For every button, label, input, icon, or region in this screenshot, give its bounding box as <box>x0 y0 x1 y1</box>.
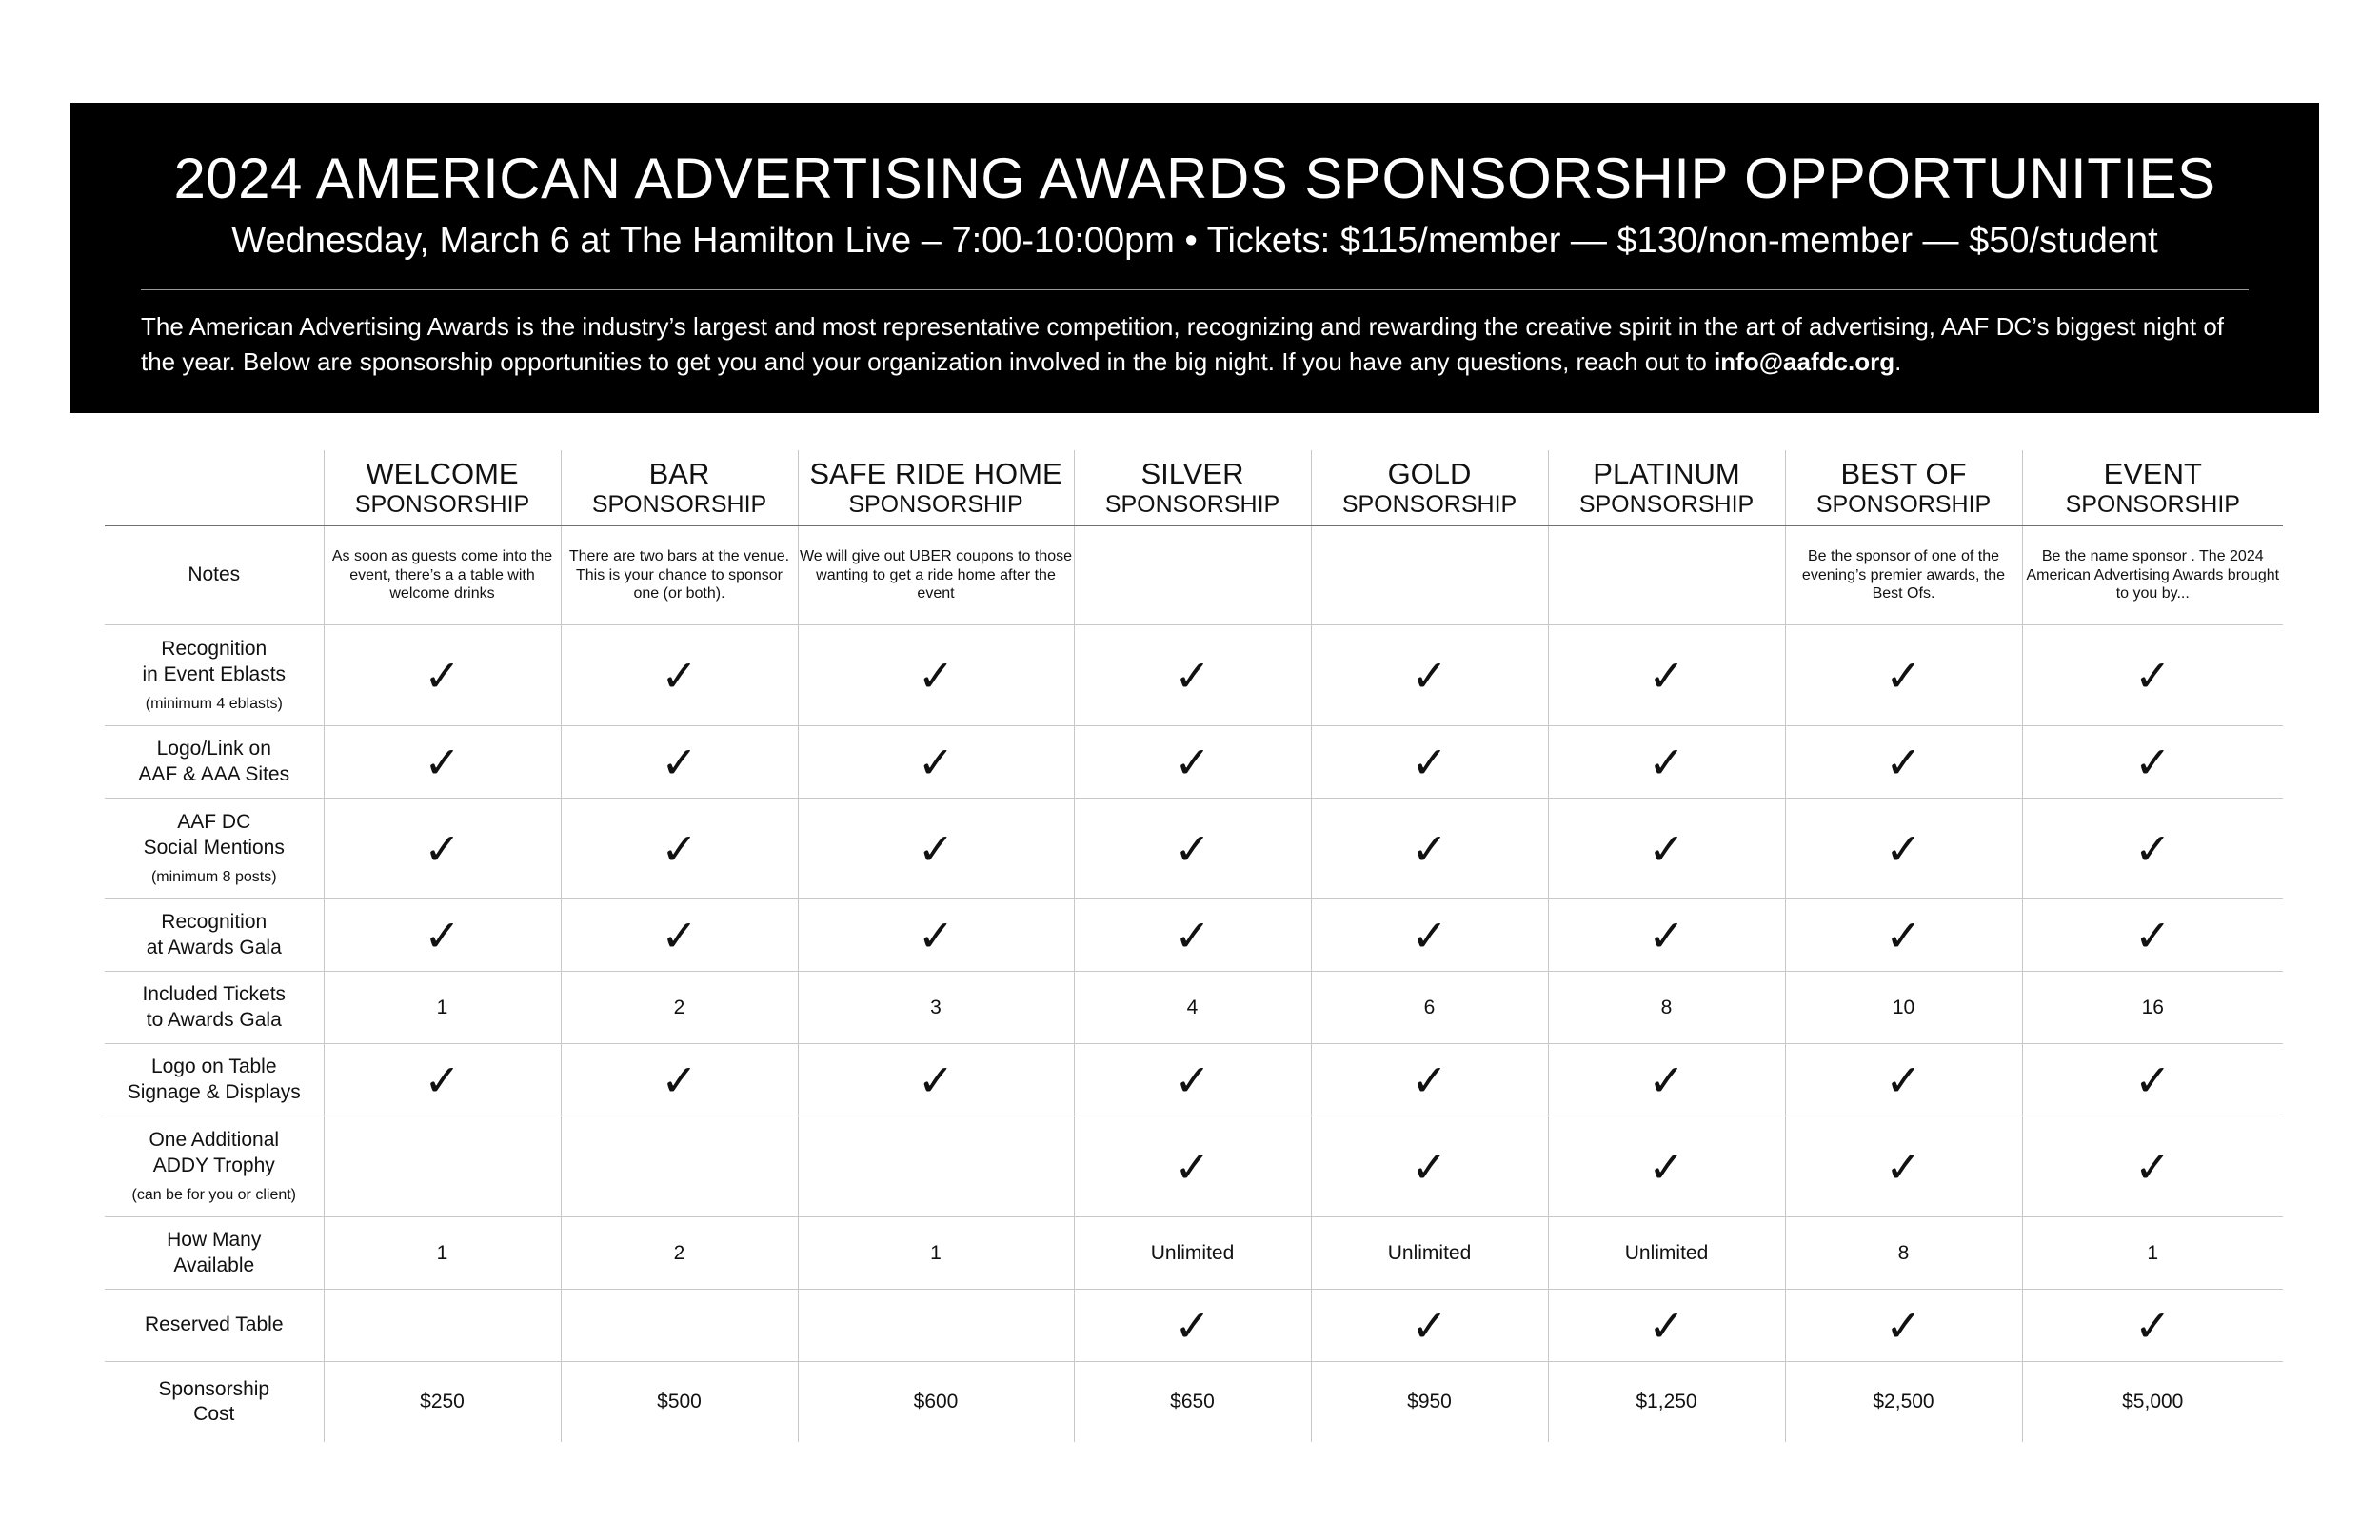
checkmark-icon: ✓ <box>917 1054 955 1106</box>
table-row <box>105 972 2283 1044</box>
row-label-line: One Additional <box>149 1129 280 1152</box>
column-header <box>1785 450 2022 526</box>
check-cell <box>561 625 798 726</box>
row-label-line: in Event Eblasts <box>142 662 287 685</box>
value-cell: $500 <box>561 1362 798 1442</box>
event-details: Wednesday, March 6 at The Hamilton Live – 7:00-10:00pm • Tickets: $115/member — $130/non-member — $50/student <box>231 221 2158 261</box>
check-cell <box>2022 1116 2283 1217</box>
row-label-line: Sponsorship <box>158 1377 270 1400</box>
check-cell <box>1074 726 1311 799</box>
column-subtitle: SPONSORSHIP <box>2065 490 2240 518</box>
column-subtitle: SPONSORSHIP <box>848 490 1023 518</box>
check-cell <box>1311 1290 1548 1362</box>
row-label-line: Recognition <box>161 911 268 934</box>
check-cell <box>561 899 798 972</box>
value-cell: $2,500 <box>1785 1362 2022 1442</box>
row-label-line: to Awards Gala <box>146 1008 282 1031</box>
checkmark-icon: ✓ <box>661 736 698 788</box>
table-row <box>105 1217 2283 1290</box>
checkmark-icon: ✓ <box>1648 1299 1685 1352</box>
check-cell <box>1785 899 2022 972</box>
value-cell: 4 <box>1074 972 1311 1044</box>
table-row <box>105 799 2283 899</box>
table-row <box>105 625 2283 726</box>
check-cell <box>1074 625 1311 726</box>
column-title: BEST OF <box>1840 457 1967 491</box>
check-cell <box>1311 1116 1548 1217</box>
check-cell <box>324 1044 561 1116</box>
check-cell <box>561 1116 798 1217</box>
column-title: SILVER <box>1140 457 1244 491</box>
row-label <box>105 972 324 1044</box>
row-label-line: AAF & AAA Sites <box>138 762 290 785</box>
sponsorship-table <box>105 450 2283 1442</box>
value-cell: 8 <box>1785 1217 2022 1290</box>
column-title: WELCOME <box>366 457 519 491</box>
value-cell: $650 <box>1074 1362 1311 1442</box>
row-label <box>105 1044 324 1116</box>
check-cell <box>1074 1044 1311 1116</box>
column-header <box>1548 450 1785 526</box>
column-header <box>1311 450 1548 526</box>
check-cell <box>561 726 798 799</box>
checkmark-icon: ✓ <box>1648 649 1685 701</box>
table-row <box>105 526 2283 625</box>
table-row <box>105 1290 2283 1362</box>
checkmark-icon: ✓ <box>1411 822 1448 875</box>
row-label <box>105 1362 324 1442</box>
row-label-line: Recognition <box>161 638 268 661</box>
checkmark-icon: ✓ <box>1174 822 1211 875</box>
column-header <box>561 450 798 526</box>
check-cell <box>1785 1290 2022 1362</box>
value-cell: 1 <box>324 972 561 1044</box>
checkmark-icon: ✓ <box>1885 649 1922 701</box>
check-cell <box>1548 726 1785 799</box>
row-label <box>105 899 324 972</box>
row-label <box>105 1116 324 1217</box>
check-cell <box>1074 1290 1311 1362</box>
check-cell <box>2022 1044 2283 1116</box>
value-cell: 8 <box>1548 972 1785 1044</box>
checkmark-icon: ✓ <box>661 822 698 875</box>
value-cell: $950 <box>1311 1362 1548 1442</box>
row-label-line: Social Mentions <box>143 836 285 859</box>
check-cell <box>1074 1116 1311 1217</box>
row-label-line: How Many <box>167 1229 262 1252</box>
checkmark-icon: ✓ <box>1885 1054 1922 1106</box>
checkmark-icon: ✓ <box>2133 822 2172 875</box>
table-row <box>105 726 2283 799</box>
checkmark-icon: ✓ <box>1174 909 1211 961</box>
column-subtitle: SPONSORSHIP <box>1578 490 1755 518</box>
row-label-line: AAF DC <box>177 811 251 834</box>
description-end: . <box>1894 347 1902 377</box>
note-cell <box>1074 526 1311 625</box>
checkmark-icon: ✓ <box>917 909 955 961</box>
value-cell: 2 <box>561 1217 798 1290</box>
note-cell: Be the sponsor of one of the evening’s premier awards, the Best Ofs. <box>1785 526 2022 625</box>
checkmark-icon: ✓ <box>2133 1140 2172 1193</box>
value-cell: $1,250 <box>1548 1362 1785 1442</box>
checkmark-icon: ✓ <box>1174 1299 1211 1352</box>
value-cell: 10 <box>1785 972 2022 1044</box>
check-cell <box>1311 899 1548 972</box>
checkmark-icon: ✓ <box>661 649 698 701</box>
table-row <box>105 899 2283 972</box>
row-label-line: Signage & Displays <box>127 1080 301 1103</box>
checkmark-icon: ✓ <box>917 822 955 875</box>
row-label <box>105 799 324 899</box>
page-title: 2024 AMERICAN ADVERTISING AWARDS SPONSORSHIP OPPORTUNITIES <box>173 147 2216 210</box>
check-cell <box>798 625 1074 726</box>
check-cell <box>1074 799 1311 899</box>
row-label <box>105 1290 324 1362</box>
check-cell <box>324 899 561 972</box>
row-label-line: ADDY Trophy <box>152 1154 275 1176</box>
check-cell <box>2022 726 2283 799</box>
check-cell <box>1548 899 1785 972</box>
header-banner <box>70 103 2319 413</box>
check-cell <box>1311 726 1548 799</box>
column-title: BAR <box>648 457 710 491</box>
note-cell: There are two bars at the venue. This is your chance to sponsor one (or both). <box>561 526 798 625</box>
check-cell <box>1311 1044 1548 1116</box>
column-header <box>1074 450 1311 526</box>
column-subtitle: SPONSORSHIP <box>1815 490 1992 518</box>
row-label-line: Included Tickets <box>142 983 287 1006</box>
checkmark-icon: ✓ <box>2133 1299 2172 1352</box>
check-cell <box>1785 726 2022 799</box>
note-cell <box>1311 526 1548 625</box>
check-cell <box>1548 1044 1785 1116</box>
row-label-line: Cost <box>193 1402 235 1425</box>
check-cell <box>324 1290 561 1362</box>
event-description <box>141 309 2249 381</box>
column-header-row <box>105 450 2283 526</box>
table-row <box>105 1116 2283 1217</box>
checkmark-icon: ✓ <box>424 649 461 701</box>
check-cell <box>1548 799 1785 899</box>
checkmark-icon: ✓ <box>424 909 461 961</box>
checkmark-icon: ✓ <box>1174 1054 1211 1106</box>
check-cell <box>1074 899 1311 972</box>
value-cell: 1 <box>2022 1217 2283 1290</box>
value-cell: Unlimited <box>1548 1217 1785 1290</box>
checkmark-icon: ✓ <box>661 1054 698 1106</box>
checkmark-icon: ✓ <box>424 736 461 788</box>
check-cell <box>798 799 1074 899</box>
checkmark-icon: ✓ <box>1885 736 1922 788</box>
check-cell <box>561 1290 798 1362</box>
checkmark-icon: ✓ <box>1411 1140 1448 1193</box>
checkmark-icon: ✓ <box>2133 909 2172 961</box>
checkmark-icon: ✓ <box>424 1054 461 1106</box>
value-cell: $250 <box>324 1362 561 1442</box>
row-label-note: (minimum 8 posts) <box>150 868 277 885</box>
checkmark-icon: ✓ <box>661 909 698 961</box>
check-cell <box>798 1044 1074 1116</box>
check-cell <box>798 1116 1074 1217</box>
check-cell <box>1785 625 2022 726</box>
value-cell: $600 <box>798 1362 1074 1442</box>
checkmark-icon: ✓ <box>1648 736 1685 788</box>
check-cell <box>324 726 561 799</box>
value-cell: 16 <box>2022 972 2283 1044</box>
checkmark-icon: ✓ <box>1174 649 1211 701</box>
contact-email: info@aafdc.org <box>1714 347 1895 377</box>
value-cell: 3 <box>798 972 1074 1044</box>
checkmark-icon: ✓ <box>1885 909 1922 961</box>
check-cell <box>324 799 561 899</box>
checkmark-icon: ✓ <box>1411 649 1448 701</box>
checkmark-icon: ✓ <box>917 649 955 701</box>
column-header <box>324 450 561 526</box>
check-cell <box>561 1044 798 1116</box>
description-text: The American Advertising Awards is the industry’s largest and most representative competition, recognizing and rewarding the creative spirit in the art of advertising, AAF DC’s biggest night of the year. Below are sponsorship opportunities to get you and your organization involved in the big night. If you have any questions, reach out to <box>141 311 2225 377</box>
checkmark-icon: ✓ <box>2133 736 2172 788</box>
check-cell <box>324 1116 561 1217</box>
column-title: SAFE RIDE HOME <box>809 457 1062 491</box>
row-label <box>105 1217 324 1290</box>
check-cell <box>1785 799 2022 899</box>
column-title: GOLD <box>1387 457 1472 491</box>
check-cell <box>2022 1290 2283 1362</box>
checkmark-icon: ✓ <box>1885 1140 1922 1193</box>
checkmark-icon: ✓ <box>1411 736 1448 788</box>
checkmark-icon: ✓ <box>2133 649 2172 701</box>
checkmark-icon: ✓ <box>1174 736 1211 788</box>
checkmark-icon: ✓ <box>1648 822 1685 875</box>
banner-divider <box>141 289 2249 290</box>
value-cell: 1 <box>324 1217 561 1290</box>
checkmark-icon: ✓ <box>1411 909 1448 961</box>
check-cell <box>1548 625 1785 726</box>
checkmark-icon: ✓ <box>424 822 461 875</box>
checkmark-icon: ✓ <box>2133 1054 2172 1106</box>
column-title: PLATINUM <box>1593 457 1740 491</box>
check-cell <box>1785 1044 2022 1116</box>
note-cell: Be the name sponsor . The 2024 American Advertising Awards brought to you by... <box>2022 526 2283 625</box>
row-label-line: Logo/Link on <box>156 738 271 760</box>
row-label-line: Reserved Table <box>144 1313 284 1336</box>
checkmark-icon: ✓ <box>1411 1054 1448 1106</box>
value-cell: 1 <box>798 1217 1074 1290</box>
table-row <box>105 1362 2283 1442</box>
header-corner <box>105 450 324 526</box>
row-label-line: Notes <box>188 563 241 586</box>
table-row <box>105 1044 2283 1116</box>
check-cell <box>1311 799 1548 899</box>
column-subtitle: SPONSORSHIP <box>354 490 530 518</box>
column-title: EVENT <box>2103 457 2202 491</box>
check-cell <box>324 625 561 726</box>
checkmark-icon: ✓ <box>1885 1299 1922 1352</box>
check-cell <box>2022 625 2283 726</box>
row-label-line: at Awards Gala <box>146 936 282 958</box>
checkmark-icon: ✓ <box>917 736 955 788</box>
column-subtitle: SPONSORSHIP <box>591 490 767 518</box>
table-body <box>105 526 2283 1442</box>
check-cell <box>2022 799 2283 899</box>
column-header <box>798 450 1074 526</box>
row-label <box>105 726 324 799</box>
check-cell <box>798 726 1074 799</box>
checkmark-icon: ✓ <box>1648 1140 1685 1193</box>
check-cell <box>561 799 798 899</box>
checkmark-icon: ✓ <box>1885 822 1922 875</box>
row-label <box>105 625 324 726</box>
note-cell: As soon as guests come into the event, there’s a a table with welcome drinks <box>324 526 561 625</box>
row-label <box>105 526 324 625</box>
check-cell <box>1311 625 1548 726</box>
check-cell <box>798 899 1074 972</box>
value-cell: 2 <box>561 972 798 1044</box>
column-header <box>2022 450 2283 526</box>
checkmark-icon: ✓ <box>1174 1140 1211 1193</box>
row-label-note: (minimum 4 eblasts) <box>145 695 283 712</box>
check-cell <box>1548 1290 1785 1362</box>
row-label-note: (can be for you or client) <box>131 1186 297 1203</box>
check-cell <box>1548 1116 1785 1217</box>
checkmark-icon: ✓ <box>1411 1299 1448 1352</box>
column-subtitle: SPONSORSHIP <box>1104 490 1280 518</box>
row-label-line: Logo on Table <box>150 1056 277 1078</box>
note-cell: We will give out UBER coupons to those wanting to get a ride home after the event <box>798 526 1074 625</box>
check-cell <box>1785 1116 2022 1217</box>
check-cell <box>2022 899 2283 972</box>
column-subtitle: SPONSORSHIP <box>1341 490 1517 518</box>
value-cell: Unlimited <box>1074 1217 1311 1290</box>
row-label-line: Available <box>173 1254 255 1276</box>
note-cell <box>1548 526 1785 625</box>
value-cell: 6 <box>1311 972 1548 1044</box>
check-cell <box>798 1290 1074 1362</box>
checkmark-icon: ✓ <box>1648 1054 1685 1106</box>
value-cell: Unlimited <box>1311 1217 1548 1290</box>
checkmark-icon: ✓ <box>1648 909 1685 961</box>
value-cell: $5,000 <box>2022 1362 2283 1442</box>
